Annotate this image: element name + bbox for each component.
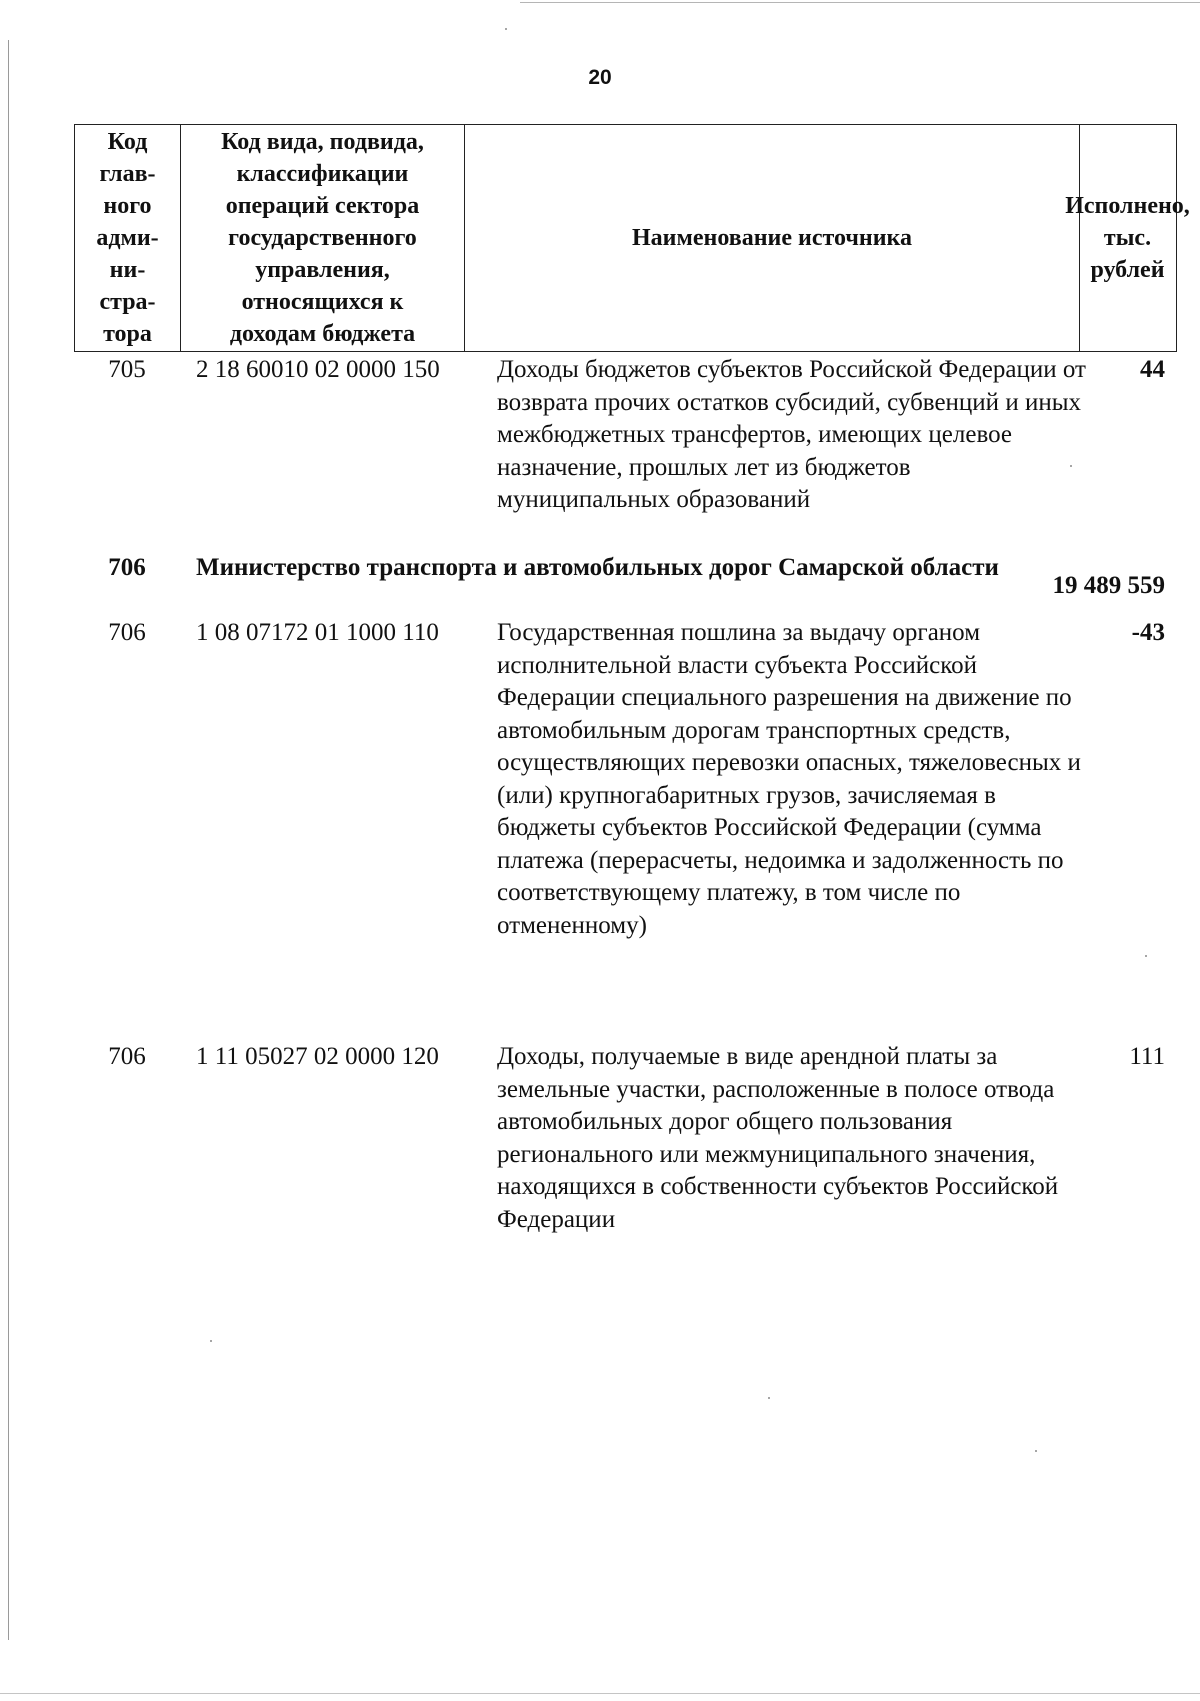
row-type-code: 2 18 60010 02 0000 150 [196,356,440,383]
header-source-name-text: Наименование источника [632,225,912,251]
scan-edge-bottom [0,1693,1200,1694]
row-amount: -43 [1131,619,1165,646]
header-source-name [465,125,1080,351]
scan-edge-left [8,40,9,1640]
scan-speck [210,1340,212,1342]
table-row-ministry [74,552,1177,618]
table-row [74,617,1177,1033]
scan-edge-top [520,2,1200,3]
row-amount: 44 [1140,356,1165,383]
header-amount-text: Исполнено, тыс. рублей [1065,193,1190,283]
header-type-code-text: Код вида, подвида, классификации операций сектора государственного управления, относящихся к доходам бюджета [221,129,424,347]
row-admin-code: 706 [108,1043,146,1070]
header-admin-code [75,125,181,351]
table-row [74,1041,1177,1303]
row-amount: 19 489 559 [1052,572,1165,599]
row-admin-code: 705 [108,356,146,383]
row-type-code: 1 08 07172 01 1000 110 [196,619,439,646]
header-type-code [181,125,465,351]
scan-speck [505,28,507,30]
row-admin-code: 706 [108,619,146,646]
row-type-code: 1 11 05027 02 0000 120 [196,1043,439,1070]
scan-speck [768,1397,770,1399]
row-source-name: Доходы, получаемые в виде арендной платы за земельные участки, расположенные в полосе отвода автомобильных дорог общего пользования регионального или межмуниципального значения, находящихся в собственности субъектов Российской Федерации [497,1043,1059,1233]
row-amount: 111 [1129,1043,1165,1070]
row-source-name: Доходы бюджетов субъектов Российской Федерации от возврата прочих остатков субсидий, субвенций и иных межбюджетных трансфертов, имеющих целевое назначение, прошлых лет из бюджетов муниципальных образований [497,356,1086,513]
page-number: 20 [588,66,612,89]
row-admin-code: 706 [108,554,146,581]
row-source-name: Государственная пошлина за выдачу органом исполнительной власти субъекта Российской Федерации специального разрешения на движение по автомобильным дорогам транспортных средств, осуществляющих перевозки опасных, тяжеловесных и (или) крупногабаритных грузов, зачисляемая в бюджеты субъектов Российской Федерации (сумма платежа (перерасчеты, недоимка и задолженность по соответствующему платежу, в том числе по отмененному) [497,619,1081,939]
row-ministry-name: Министерство транспорта и автомобильных дорог Самарской области [196,554,999,581]
header-amount [1065,125,1190,351]
header-admin-code-text: Код глав- ного адми- ни- стра- тора [96,129,159,347]
table-row [74,354,1177,549]
scan-speck [1035,1450,1037,1452]
table-header [74,124,1190,352]
